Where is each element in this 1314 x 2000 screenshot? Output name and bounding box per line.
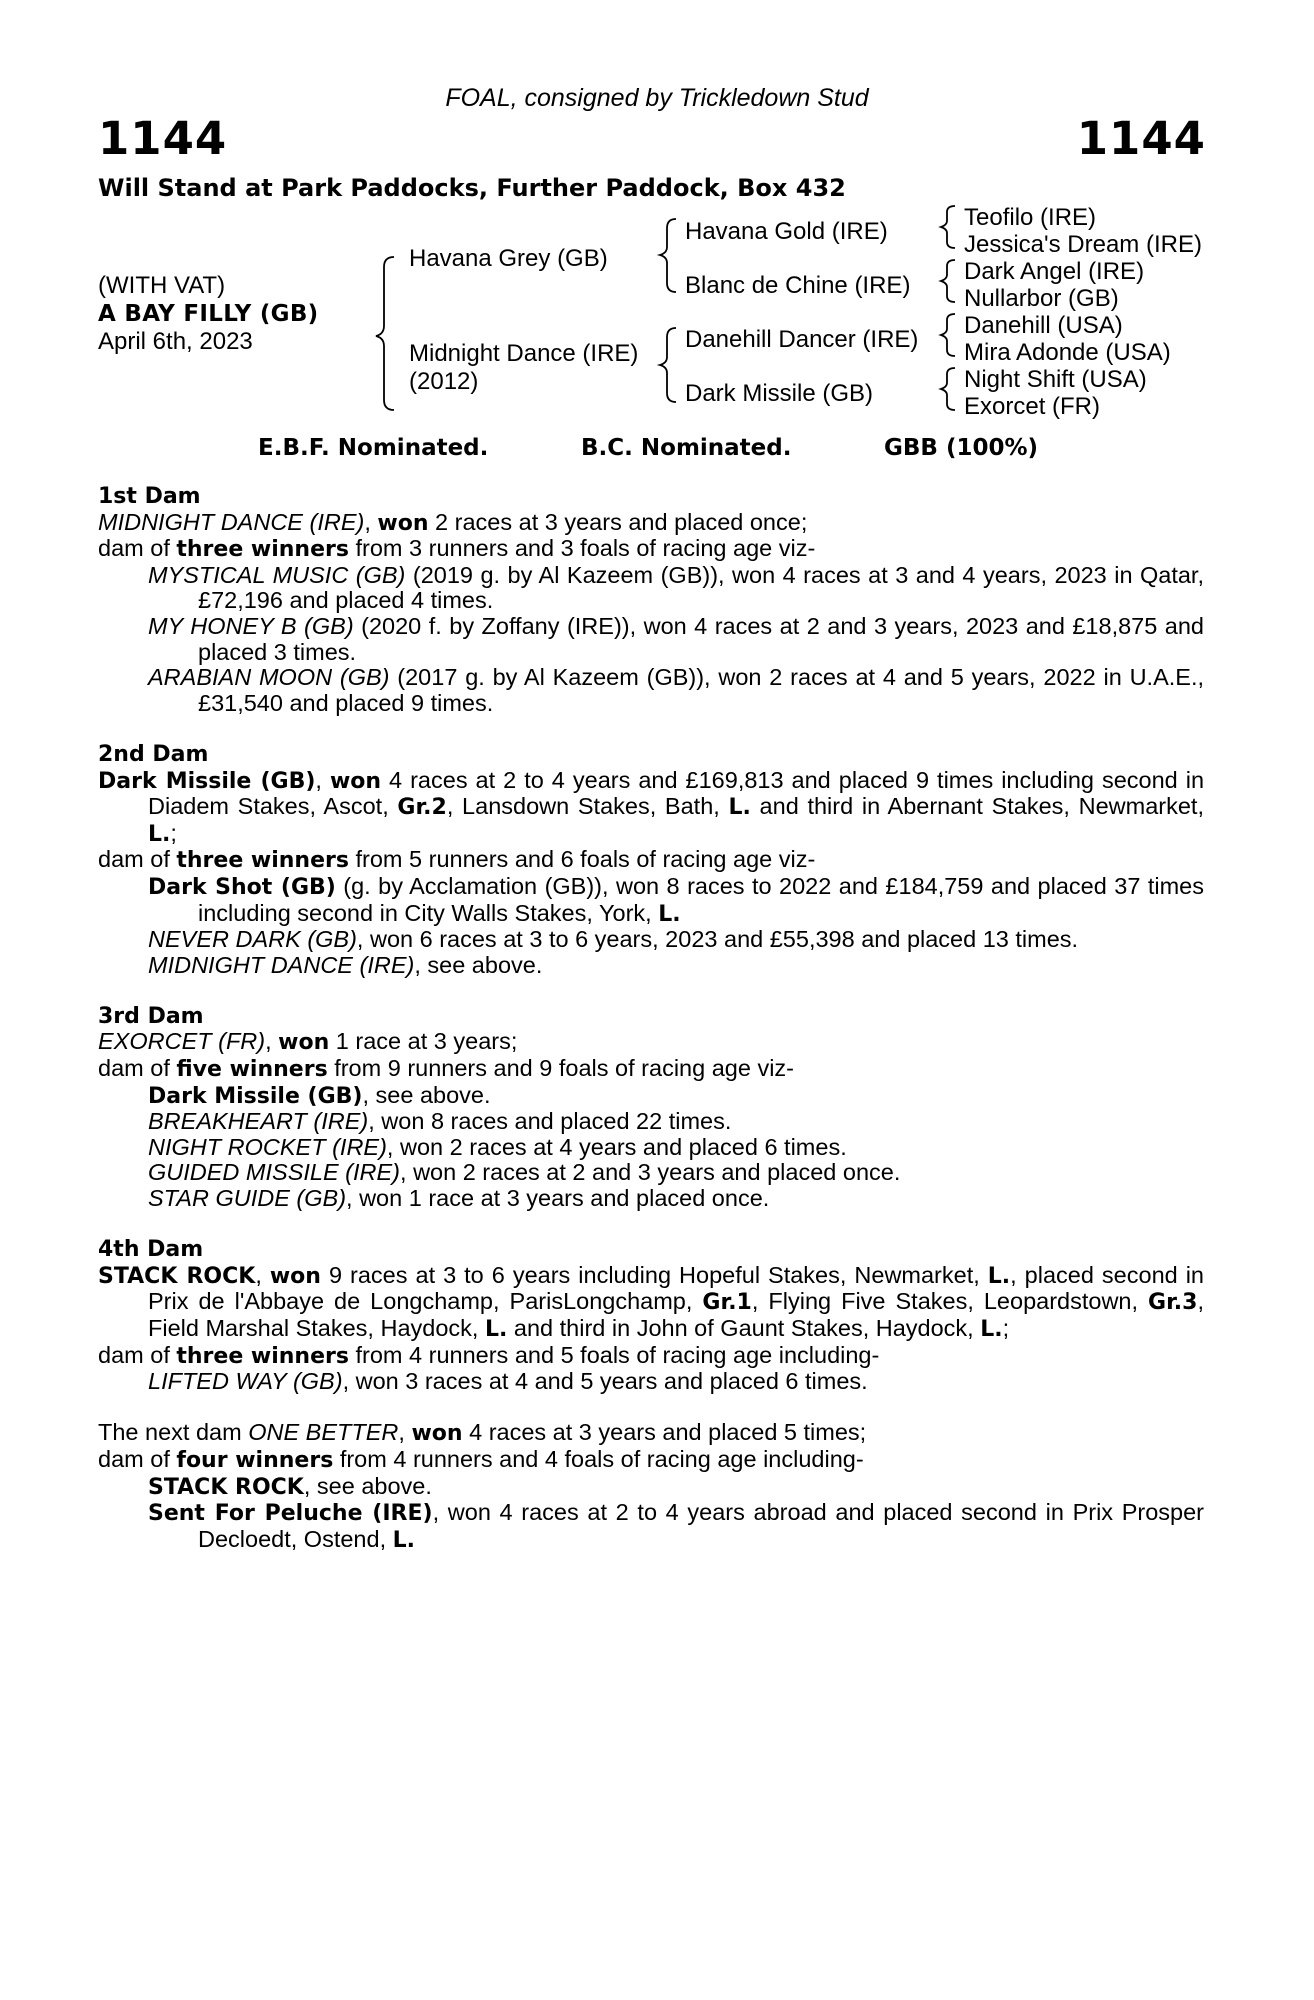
lot-info bbox=[98, 272, 319, 356]
progeny-name: MIDNIGHT DANCE (IRE) bbox=[148, 951, 415, 978]
progeny-entry bbox=[98, 953, 1204, 979]
progeny-entry bbox=[98, 1083, 1204, 1110]
listed-label: L. bbox=[980, 1317, 1003, 1342]
won-label: won bbox=[411, 1421, 463, 1447]
grade-label: Gr.1 bbox=[702, 1290, 752, 1316]
progeny-entry bbox=[98, 1135, 1204, 1161]
won-label: won bbox=[377, 510, 429, 536]
pedigree-dam-dam: Dark Missile (GB) bbox=[685, 380, 874, 407]
progeny-text: , see above. bbox=[303, 1472, 432, 1499]
separator: ; bbox=[1002, 1315, 1010, 1341]
progeny-name: GUIDED MISSILE (IRE) bbox=[148, 1159, 401, 1186]
section-title: 1st Dam bbox=[98, 484, 201, 509]
dam-of-text: dam of bbox=[98, 1341, 177, 1368]
winners-count: three winners bbox=[176, 848, 349, 874]
progeny-entry bbox=[98, 874, 1204, 927]
progeny-name: STAR GUIDE (GB) bbox=[148, 1185, 347, 1212]
dam-record bbox=[98, 1263, 1204, 1343]
progeny-text: , won 4 races at 2 to 4 years abroad and placed second in Prix Prosper Decloedt, Ostend, bbox=[198, 1499, 1204, 1552]
family-details bbox=[98, 484, 1204, 1579]
progeny-text: (2017 g. by Al Kazeem (GB)), won 2 races at 4 and 5 years, 2022 in U.A.E., £31,540 and placed 9 times. bbox=[198, 664, 1204, 716]
listed-label: L. bbox=[728, 795, 751, 821]
dam-of-line bbox=[98, 1447, 1204, 1474]
pedigree-gen3-7: Night Shift (USA) bbox=[964, 366, 1147, 393]
pedigree-sire: Havana Grey (GB) bbox=[409, 245, 608, 272]
winners-count: five winners bbox=[176, 1057, 328, 1083]
record-text: and third in John of Gaunt Stakes, Haydock, bbox=[507, 1315, 981, 1341]
listed-label: L. bbox=[392, 1527, 416, 1553]
progeny-entry bbox=[98, 665, 1204, 716]
separator: , bbox=[398, 1419, 412, 1446]
bc-nomination: B.C. Nominated. bbox=[581, 435, 792, 461]
progeny-entry bbox=[98, 1186, 1204, 1212]
record-text: 2 races at 3 years and placed once; bbox=[428, 508, 808, 535]
pedigree-dam-year: (2012) bbox=[409, 368, 479, 395]
progeny-text: , won 2 races at 4 years and placed 6 times. bbox=[386, 1133, 847, 1160]
second-dam-section bbox=[98, 742, 1204, 978]
record-text: and third in Abernant Stakes, Newmarket, bbox=[750, 793, 1204, 820]
pedigree-gen3-6: Mira Adonde (USA) bbox=[964, 339, 1171, 366]
dam-name: ONE BETTER bbox=[248, 1419, 399, 1446]
lot-number-left: 1144 bbox=[98, 112, 228, 165]
dam-of-text: dam of bbox=[98, 1055, 177, 1082]
pedigree-sire-dam: Blanc de Chine (IRE) bbox=[685, 272, 911, 299]
progeny-name: BREAKHEART (IRE) bbox=[148, 1108, 369, 1135]
record-text: 4 races at 2 to 4 years and £169,813 and placed 9 times including second in Diadem Stakes, Ascot, bbox=[148, 766, 1205, 820]
progeny-name: Dark Shot (GB) bbox=[148, 874, 336, 900]
progeny-name: STACK ROCK bbox=[148, 1474, 304, 1500]
progeny-entry bbox=[98, 563, 1204, 614]
lot-number-right: 1144 bbox=[1076, 112, 1206, 165]
section-title: 4th Dam bbox=[98, 1237, 204, 1263]
progeny-name: NIGHT ROCKET (IRE) bbox=[148, 1133, 387, 1160]
dam-record bbox=[98, 768, 1204, 848]
runners-text: from 3 runners and 3 foals of racing age viz- bbox=[348, 535, 816, 562]
record-text: , placed second in Prix de l'Abbaye de Longchamp, ParisLongchamp, bbox=[148, 1261, 1204, 1315]
progeny-name: Sent For Peluche (IRE) bbox=[148, 1501, 433, 1527]
section-title: 3rd Dam bbox=[98, 1003, 204, 1029]
listed-label: L. bbox=[987, 1263, 1011, 1289]
ebf-nomination: E.B.F. Nominated. bbox=[258, 435, 489, 461]
dam-record: MIDNIGHT DANCE (IRE), won 2 races at 3 years and placed once; bbox=[98, 508, 808, 536]
intro-text: The next dam bbox=[98, 1419, 249, 1446]
record-text: , Lansdown Stakes, Bath, bbox=[446, 793, 729, 820]
progeny-name: MY HONEY B (GB) bbox=[148, 612, 354, 639]
runners-text: from 4 runners and 5 foals of racing age including- bbox=[348, 1341, 880, 1368]
dam-of-text: dam of bbox=[98, 535, 177, 562]
pedigree-dam-sire: Danehill Dancer (IRE) bbox=[685, 326, 919, 353]
grade-label: Gr.2 bbox=[397, 795, 447, 821]
progeny-name: ARABIAN MOON (GB) bbox=[148, 664, 390, 691]
progeny-text: , see above. bbox=[362, 1081, 491, 1108]
progeny-entry bbox=[98, 927, 1204, 953]
dam-of-line bbox=[98, 1343, 1204, 1370]
pedigree-gen3-8: Exorcet (FR) bbox=[964, 393, 1101, 420]
progeny-name: NEVER DARK (GB) bbox=[148, 926, 357, 953]
progeny-name: Dark Missile (GB) bbox=[148, 1083, 363, 1109]
dam-record bbox=[98, 1029, 1204, 1056]
stand-location: Will Stand at Park Paddocks, Further Paddock, Box 432 bbox=[98, 174, 846, 202]
winners-count: three winners bbox=[176, 537, 349, 563]
pedigree-dam: Midnight Dance (IRE) bbox=[409, 340, 639, 367]
grade-label: Gr.3 bbox=[1148, 1290, 1198, 1316]
progeny-entry bbox=[98, 1474, 1204, 1501]
listed-label: L. bbox=[484, 1317, 508, 1342]
progeny-text: , won 1 race at 3 years and placed once. bbox=[346, 1185, 770, 1212]
progeny-text: (g. by Acclamation (GB)), won 8 races to 2022 and £184,759 and placed 37 times including second in City Walls Stakes, York, bbox=[198, 872, 1204, 926]
progeny-entry bbox=[98, 1369, 1204, 1395]
won-label: won bbox=[329, 768, 382, 794]
separator: , bbox=[255, 1261, 270, 1288]
dam-of-text: dam of bbox=[98, 1445, 177, 1472]
record-text: , Flying Five Stakes, Leopardstown, bbox=[751, 1288, 1149, 1315]
gbb-status: GBB (100%) bbox=[884, 435, 1039, 461]
pedigree-gen3-4: Nullarbor (GB) bbox=[964, 285, 1119, 312]
progeny-entry bbox=[98, 1160, 1204, 1186]
dam-name: Dark Missile (GB) bbox=[98, 768, 316, 794]
pedigree-sire-sire: Havana Gold (IRE) bbox=[685, 218, 888, 245]
separator: , bbox=[315, 766, 330, 793]
runners-text: from 5 runners and 6 foals of racing age viz- bbox=[348, 846, 816, 873]
won-label: won bbox=[269, 1263, 321, 1289]
progeny-entry bbox=[98, 1500, 1204, 1553]
consignment-line: FOAL, consigned by Trickledown Stud bbox=[445, 84, 869, 112]
progeny-text: , won 6 races at 3 to 6 years, 2023 and £55,398 and placed 13 times. bbox=[356, 926, 1079, 953]
pedigree-gen3-2: Jessica's Dream (IRE) bbox=[964, 231, 1202, 258]
pedigree-gen3-1: Teofilo (IRE) bbox=[964, 204, 1097, 231]
first-dam-section bbox=[98, 484, 1204, 716]
fourth-dam-section bbox=[98, 1237, 1204, 1395]
runners-text: from 9 runners and 9 foals of racing age viz- bbox=[327, 1055, 794, 1082]
progeny-entry bbox=[98, 1109, 1204, 1135]
dam-name: STACK ROCK bbox=[98, 1263, 256, 1289]
separator: , bbox=[265, 1028, 279, 1055]
record-text: , Field Marshal Stakes, Haydock, bbox=[148, 1288, 1204, 1341]
runners-text: from 4 runners and 4 foals of racing age including- bbox=[333, 1445, 864, 1472]
dam-name: EXORCET (FR) bbox=[98, 1028, 266, 1055]
vat-label: (WITH VAT) bbox=[98, 272, 226, 299]
progeny-text: , won 8 races and placed 22 times. bbox=[368, 1108, 732, 1135]
won-label: won bbox=[278, 1030, 330, 1056]
dam-of-text: dam of bbox=[98, 846, 177, 873]
record-text: 9 races at 3 to 6 years including Hopeful Stakes, Newmarket, bbox=[320, 1261, 988, 1288]
record-text: 1 race at 3 years; bbox=[329, 1028, 518, 1055]
lot-name: A BAY FILLY (GB) bbox=[98, 301, 319, 327]
dam-name: MIDNIGHT DANCE (IRE) bbox=[98, 508, 365, 535]
dam-record bbox=[98, 1420, 1204, 1447]
record-text: 4 races at 3 years and placed 5 times; bbox=[462, 1419, 867, 1446]
dam-of-line bbox=[98, 847, 1204, 874]
progeny-text: , won 2 races at 2 and 3 years and placed once. bbox=[400, 1159, 901, 1186]
progeny-text: (2020 f. by Zoffany (IRE)), won 4 races at 2 and 3 years, 2023 and £18,875 and placed 3 times. bbox=[198, 612, 1204, 665]
pedigree-gen3-5: Danehill (USA) bbox=[964, 312, 1123, 339]
pedigree-gen3-3: Dark Angel (IRE) bbox=[964, 258, 1145, 285]
listed-label: L. bbox=[148, 821, 171, 847]
winners-count: four winners bbox=[176, 1447, 334, 1473]
progeny-name: LIFTED WAY (GB) bbox=[148, 1368, 343, 1395]
third-dam-section bbox=[98, 1004, 1204, 1212]
section-title: 2nd Dam bbox=[98, 741, 209, 767]
dam-of-line bbox=[98, 536, 1204, 563]
progeny-text: (2019 g. by Al Kazeem (GB)), won 4 races at 3 and 4 years, 2023 in Qatar, £72,196 and placed 4 times. bbox=[198, 561, 1204, 614]
date-of-birth: April 6th, 2023 bbox=[98, 328, 253, 355]
dam-of-line bbox=[98, 1056, 1204, 1083]
separator: ; bbox=[170, 819, 177, 846]
progeny-name: MYSTICAL MUSIC (GB) bbox=[148, 561, 406, 588]
progeny-text: , see above. bbox=[414, 951, 543, 978]
next-dam-section bbox=[98, 1420, 1204, 1553]
listed-label: L. bbox=[658, 901, 681, 927]
winners-count: three winners bbox=[176, 1343, 349, 1369]
progeny-entry bbox=[98, 614, 1204, 665]
progeny-text: , won 3 races at 4 and 5 years and placed 6 times. bbox=[342, 1368, 868, 1395]
